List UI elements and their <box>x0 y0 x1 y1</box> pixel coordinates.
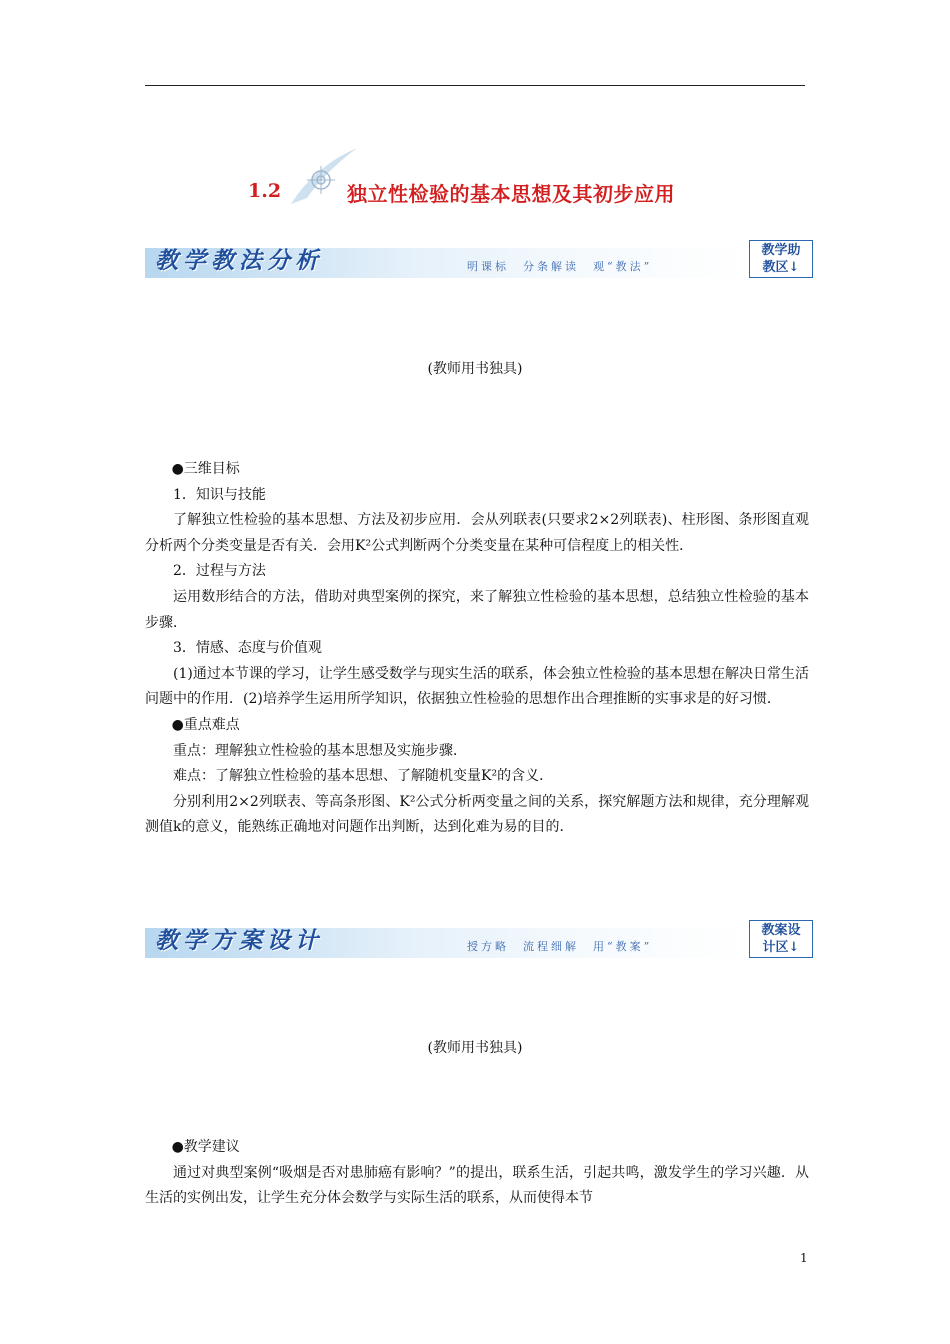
badge-line-1: 教学助 <box>761 243 801 258</box>
banner-teaching-design <box>145 920 815 960</box>
subheading: 3．情感、态度与价值观 <box>173 640 322 657</box>
banner-title: 教学方案设计 <box>155 927 323 954</box>
paragraph: 运用数形结合的方法，借助对典型案例的探究，来了解独立性检验的基本思想，总结独立性检验的基本步骤． <box>145 588 809 631</box>
heading-key-points: ●重点难点 <box>171 716 240 733</box>
paragraph: 了解独立性检验的基本思想、方法及初步应用．会从列联表(只要求2×2列联表)、柱形图、条形图直观分析两个分类变量是否有关．会用K²公式判断两个分类变量在某种可信程度上的相关性． <box>145 512 809 554</box>
section-body-2 <box>145 1135 809 1212</box>
banner-subtitle: 授方略 流程细解 用“教案” <box>467 940 653 953</box>
paragraph: 通过对典型案例“吸烟是否对患肺癌有影响？”的提出，联系生活，引起共鸣，激发学生的学习兴趣．从生活的实例出发，让学生充分体会数学与实际生活的联系，从而使得本节 <box>145 1164 809 1207</box>
banner-subtitle: 明课标 分条解读 观“教法” <box>467 260 653 273</box>
paragraph: (1)通过本节课的学习，让学生感受数学与现实生活的联系，体会独立性检验的基本思想在解决日常生活问题中的作用．(2)培养学生运用所学知识，依据独立性检验的思想作出合理推断的实事求是的好习惯． <box>145 665 809 708</box>
teacher-note: (教师用书独具) <box>427 361 523 377</box>
heading-goals: ●三维目标 <box>171 461 240 477</box>
banner-badge <box>749 240 813 278</box>
subheading: 2．过程与方法 <box>173 563 266 580</box>
section-body-1 <box>145 457 809 841</box>
banner-teaching-analysis <box>145 240 815 280</box>
paragraph: 难点：了解独立性检验的基本思想、了解随机变量K²的含义． <box>173 768 554 785</box>
badge-line-2: 计区↓ <box>762 940 800 955</box>
teacher-note: (教师用书独具) <box>427 1040 523 1056</box>
paragraph: 重点：理解独立性检验的基本思想及实施步骤． <box>173 742 467 759</box>
header-rule <box>145 85 805 86</box>
page-number: 1 <box>800 1251 808 1265</box>
banner-title: 教学教法分析 <box>155 247 323 274</box>
section-number: 1.2 <box>248 180 282 202</box>
subheading: 1．知识与技能 <box>173 486 266 503</box>
section-heading: 独立性检验的基本思想及其初步应用 <box>347 182 675 206</box>
badge-line-2: 教区↓ <box>762 260 800 275</box>
heading-suggestions: ●教学建议 <box>171 1139 240 1155</box>
paragraph: 分别利用2×2列联表、等高条形图、K²公式分析两变量之间的关系，探究解题方法和规律，充分理解观测值k的意义，能熟练正确地对问题作出判断，达到化难为易的目的． <box>145 793 809 836</box>
section-title <box>0 176 950 212</box>
badge-line-1: 教案设 <box>761 923 801 938</box>
banner-badge <box>749 920 813 958</box>
